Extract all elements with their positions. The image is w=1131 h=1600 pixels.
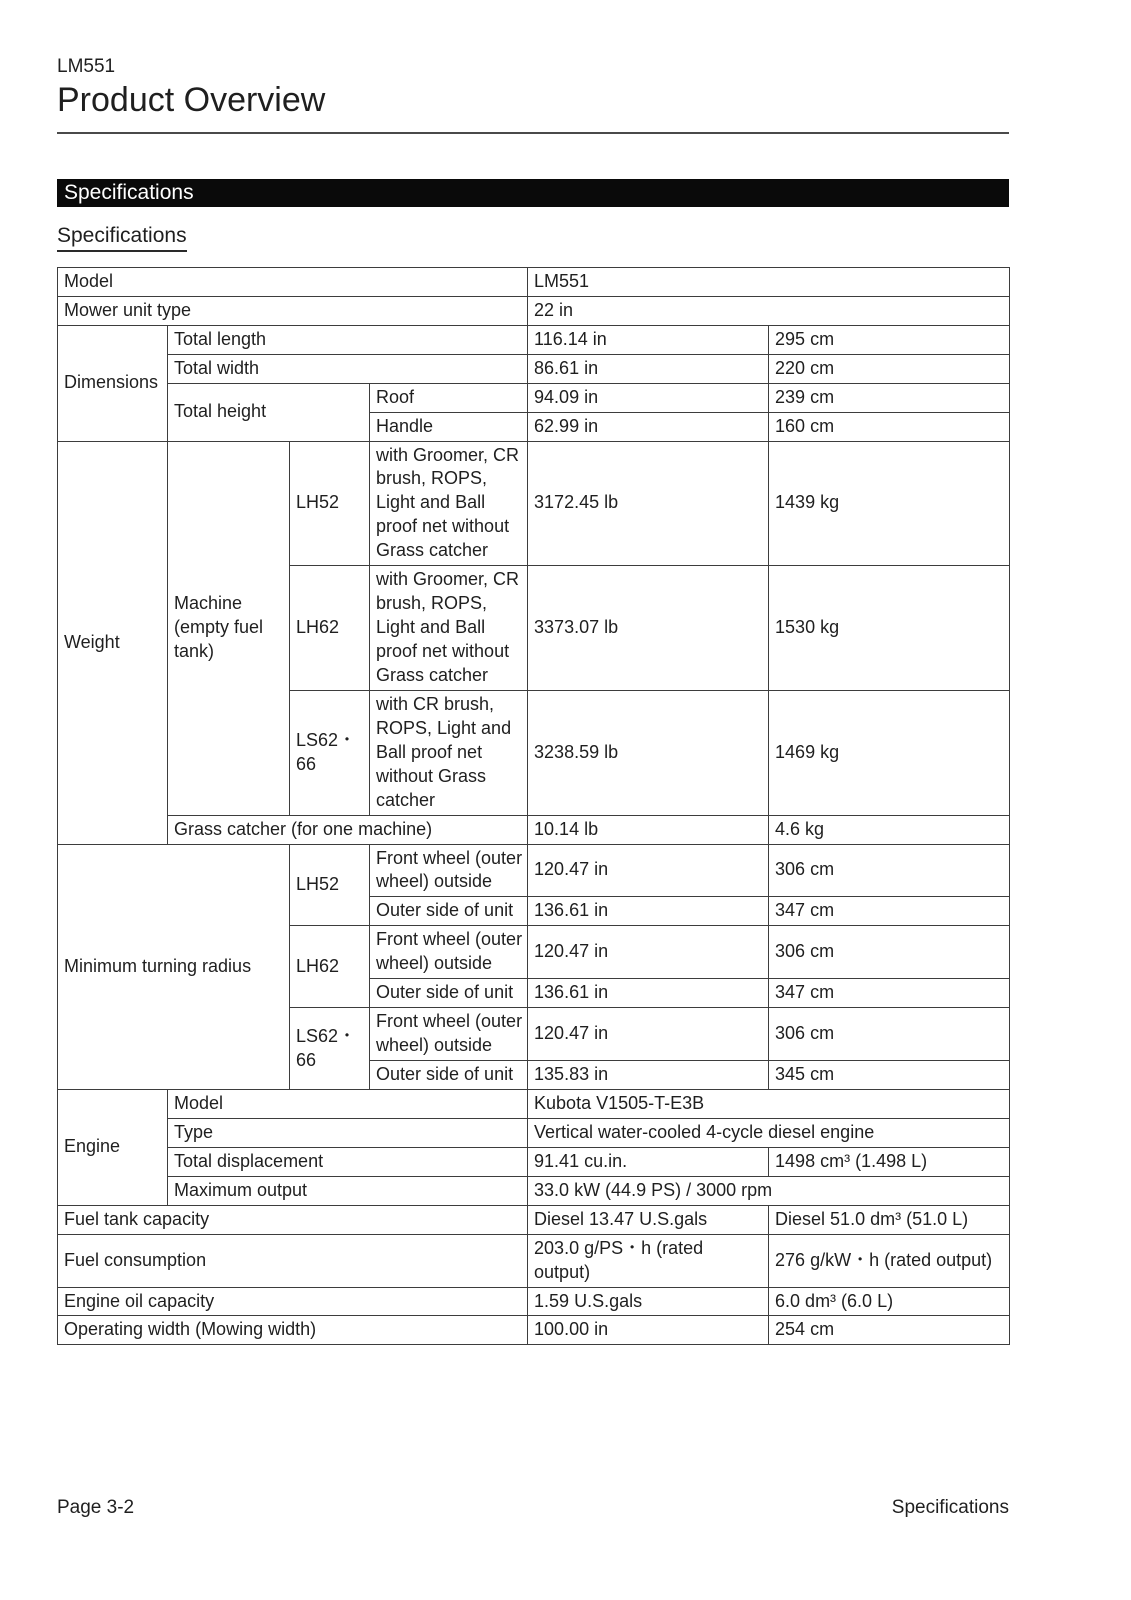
spec-cell: Roof: [370, 383, 528, 412]
table-row: [58, 1118, 1010, 1147]
spec-cell: Total displacement: [168, 1147, 528, 1176]
table-row: [58, 1176, 1010, 1205]
spec-cell: 136.61 in: [528, 979, 769, 1008]
doc-model-label: LM551: [57, 56, 116, 77]
spec-cell: 3238.59 lb: [528, 690, 769, 815]
spec-cell: 6.0 dm³ (6.0 L): [769, 1287, 1010, 1316]
table-row: [58, 1234, 1010, 1287]
spec-cell: 62.99 in: [528, 412, 769, 441]
spec-cell: 120.47 in: [528, 926, 769, 979]
spec-cell: 120.47 in: [528, 1008, 769, 1061]
spec-cell: 347 cm: [769, 897, 1010, 926]
spec-cell: 1.59 U.S.gals: [528, 1287, 769, 1316]
spec-cell: LH52: [290, 844, 370, 926]
spec-cell: with CR brush, ROPS, Light and Ball proof net without Grass catcher: [370, 690, 528, 815]
spec-cell: 3172.45 lb: [528, 441, 769, 566]
spec-cell: Mower unit type: [58, 296, 528, 325]
table-row: [58, 1316, 1010, 1345]
content-area: [57, 0, 1009, 1345]
spec-cell: Weight: [58, 441, 168, 844]
spec-cell: LH62: [290, 566, 370, 691]
spec-cell: Front wheel (outer wheel) outside: [370, 844, 528, 897]
table-row: [58, 1147, 1010, 1176]
table-row: [58, 267, 1010, 296]
spec-cell: 254 cm: [769, 1316, 1010, 1345]
section-bar-label: Specifications: [64, 180, 194, 204]
footer-section-label: Specifications: [891, 1497, 1009, 1518]
spec-cell: 116.14 in: [528, 325, 769, 354]
spec-cell: 136.61 in: [528, 897, 769, 926]
spec-cell: 306 cm: [769, 844, 1010, 897]
spec-cell: 135.83 in: [528, 1061, 769, 1090]
spec-cell: 91.41 cu.in.: [528, 1147, 769, 1176]
footer-page-number: Page 3-2: [57, 1497, 135, 1518]
spec-cell: Kubota V1505-T-E3B: [528, 1089, 1010, 1118]
page-title: Product Overview: [57, 81, 1009, 134]
spec-cell: 306 cm: [769, 1008, 1010, 1061]
spec-cell: 1469 kg: [769, 690, 1010, 815]
spec-cell: 160 cm: [769, 412, 1010, 441]
spec-cell: 1530 kg: [769, 566, 1010, 691]
spec-cell: 345 cm: [769, 1061, 1010, 1090]
spec-cell: Total width: [168, 354, 528, 383]
section-bar: [57, 179, 1009, 207]
spec-cell: 295 cm: [769, 325, 1010, 354]
spec-cell: Operating width (Mowing width): [58, 1316, 528, 1345]
spec-cell: 3373.07 lb: [528, 566, 769, 691]
table-row: [58, 383, 1010, 412]
spec-cell: Grass catcher (for one machine): [168, 815, 528, 844]
spec-cell: 1498 cm³ (1.498 L): [769, 1147, 1010, 1176]
table-row: [58, 296, 1010, 325]
spec-cell: Outer side of unit: [370, 1061, 528, 1090]
spec-cell: Dimensions: [58, 325, 168, 441]
spec-cell: Vertical water-cooled 4-cycle diesel engine: [528, 1118, 1010, 1147]
table-row: [58, 1205, 1010, 1234]
table-row: [58, 815, 1010, 844]
footer: [57, 1497, 1009, 1519]
spec-cell: 86.61 in: [528, 354, 769, 383]
spec-cell: 120.47 in: [528, 844, 769, 897]
spec-cell: Engine oil capacity: [58, 1287, 528, 1316]
spec-cell: 94.09 in: [528, 383, 769, 412]
spec-cell: Fuel consumption: [58, 1234, 528, 1287]
table-row: [58, 1287, 1010, 1316]
spec-cell: Type: [168, 1118, 528, 1147]
spec-cell: Front wheel (outer wheel) outside: [370, 1008, 528, 1061]
spec-cell: 100.00 in: [528, 1316, 769, 1345]
spec-cell: 347 cm: [769, 979, 1010, 1008]
spec-cell: Minimum turning radius: [58, 844, 290, 1089]
spec-cell: Model: [168, 1089, 528, 1118]
spec-cell: LS62・66: [290, 1008, 370, 1090]
spec-cell: 203.0 g/PS・h (rated output): [528, 1234, 769, 1287]
spec-cell: with Groomer, CR brush, ROPS, Light and Ball proof net without Grass catcher: [370, 566, 528, 691]
section-heading: Specifications: [57, 224, 187, 252]
spec-cell: with Groomer, CR brush, ROPS, Light and Ball proof net without Grass catcher: [370, 441, 528, 566]
table-row: [58, 325, 1010, 354]
spec-cell: 306 cm: [769, 926, 1010, 979]
spec-cell: Total height: [168, 383, 370, 441]
spec-cell: 10.14 lb: [528, 815, 769, 844]
spec-cell: Fuel tank capacity: [58, 1205, 528, 1234]
spec-cell: Machine (empty fuel tank): [168, 441, 290, 815]
spec-cell: Diesel 51.0 dm³ (51.0 L): [769, 1205, 1010, 1234]
spec-cell: 220 cm: [769, 354, 1010, 383]
spec-cell: 239 cm: [769, 383, 1010, 412]
spec-cell: Model: [58, 267, 528, 296]
spec-cell: Total length: [168, 325, 528, 354]
table-row: [58, 441, 1010, 566]
spec-cell: 276 g/kW・h (rated output): [769, 1234, 1010, 1287]
spec-table: [57, 267, 1010, 1346]
spec-cell: LH62: [290, 926, 370, 1008]
spec-cell: Engine: [58, 1089, 168, 1205]
spec-cell: LH52: [290, 441, 370, 566]
table-row: [58, 1089, 1010, 1118]
spec-cell: LM551: [528, 267, 1010, 296]
spec-cell: Maximum output: [168, 1176, 528, 1205]
spec-cell: Handle: [370, 412, 528, 441]
spec-cell: 33.0 kW (44.9 PS) / 3000 rpm: [528, 1176, 1010, 1205]
table-row: [58, 844, 1010, 897]
spec-cell: Diesel 13.47 U.S.gals: [528, 1205, 769, 1234]
spec-cell: Outer side of unit: [370, 979, 528, 1008]
table-row: [58, 354, 1010, 383]
spec-cell: 1439 kg: [769, 441, 1010, 566]
spec-cell: 4.6 kg: [769, 815, 1010, 844]
spec-cell: 22 in: [528, 296, 1010, 325]
spec-cell: LS62・66: [290, 690, 370, 815]
spec-cell: Outer side of unit: [370, 897, 528, 926]
spec-cell: Front wheel (outer wheel) outside: [370, 926, 528, 979]
